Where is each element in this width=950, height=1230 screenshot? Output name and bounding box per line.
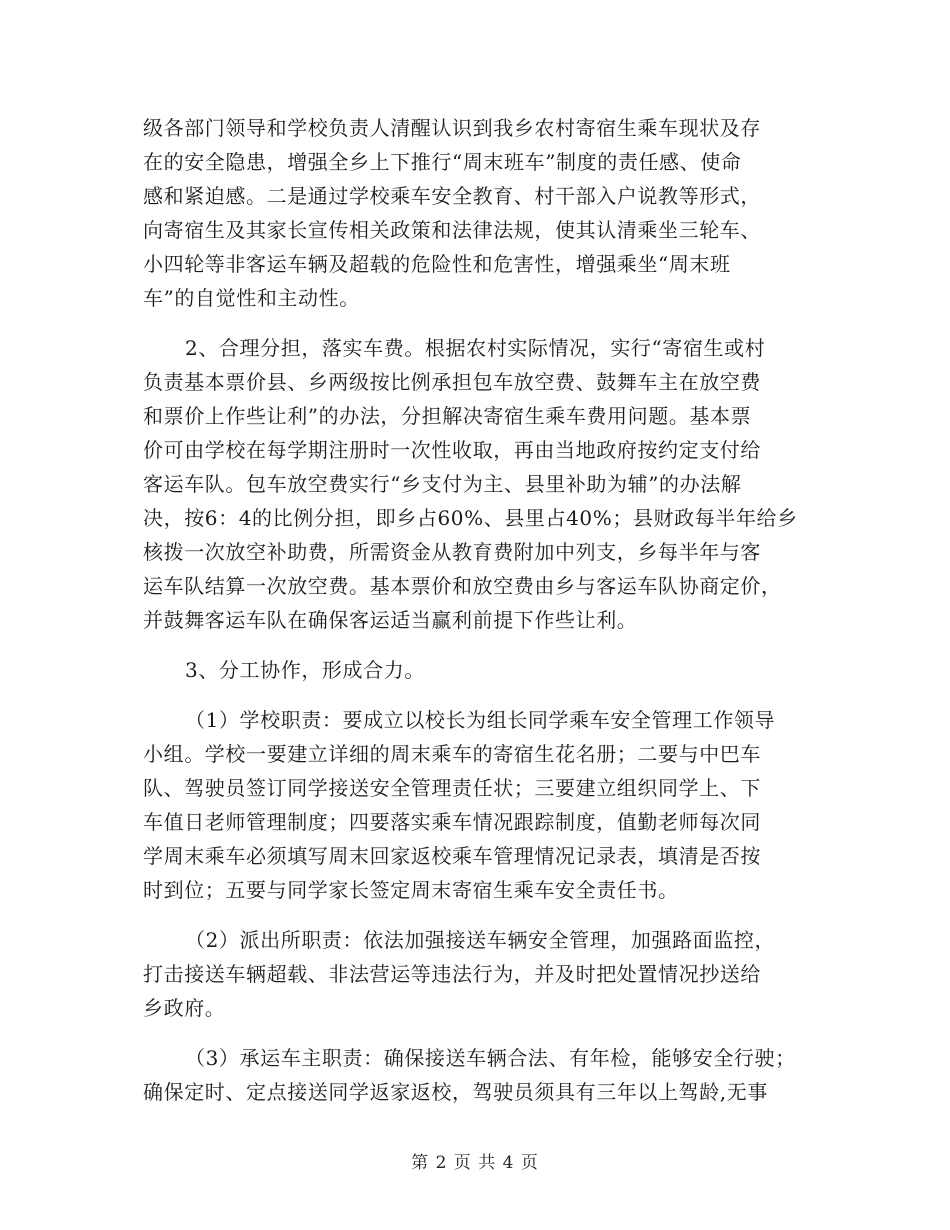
page-footer: 第 2 页 共 4 页 xyxy=(411,1153,539,1173)
text-line: 小四轮等非客运车辆及超载的危险性和危害性，增强乘坐“周末班 xyxy=(143,252,731,276)
text-line: 向寄宿生及其家长宣传相关政策和法律法规，使其认清乘坐三轮车、 xyxy=(143,218,761,242)
text-line: 车值日老师管理制度；四要落实乘车情况跟踪制度，值勤老师每次同 xyxy=(143,810,761,834)
text-line: 车”的自觉性和主动性。 xyxy=(143,286,360,310)
text-line: （1）学校职责：要成立以校长为组长同学乘车安全管理工作领导 xyxy=(185,708,776,732)
text-line: 在的安全隐患，增强全乡上下推行“周末班车”制度的责任感、使命 xyxy=(143,150,742,174)
text-line: 学周末乘车必须填写周末回家返校乘车管理情况记录表，填清是否按 xyxy=(143,844,761,868)
text-line: （3）承运车主职责：确保接送车辆合法、有年检，能够安全行驶； xyxy=(185,1046,796,1070)
text-line: 级各部门领导和学校负责人清醒认识到我乡农村寄宿生乘车现状及存 xyxy=(143,116,761,140)
text-line: 和票价上作些让利”的办法，分担解决寄宿生乘车费用问题。基本票 xyxy=(143,404,752,428)
text-line: 客运车队。包车放空费实行“乡支付为主、县里补助为辅”的办法解 xyxy=(143,472,742,496)
text-line: 负责基本票价县、乡两级按比例承担包车放空费、鼓舞车主在放空费 xyxy=(143,370,761,394)
text-line: 小组。学校一要建立详细的周末乘车的寄宿生花名册；二要与中巴车 xyxy=(143,742,761,766)
text-line: 乡政府。 xyxy=(143,996,226,1020)
text-line: 运车队结算一次放空费。基本票价和放空费由乡与客运车队协商定价， xyxy=(143,574,782,598)
text-line: 3、分工协作，形成合力。 xyxy=(185,658,425,682)
text-line: 并鼓舞客运车队在确保客运适当赢利前提下作些让利。 xyxy=(143,608,638,632)
text-line: 决，按6：4的比例分担，即乡占60%、县里占40%；县财政每半年给乡 xyxy=(143,506,798,530)
text-line: 时到位；五要与同学家长签定周末寄宿生乘车安全责任书。 xyxy=(143,878,679,902)
text-line: 队、驾驶员签订同学接送安全管理责任状；三要建立组织同学上、下 xyxy=(143,776,761,800)
text-line: 确保定时、定点接送同学返家返校，驾驶员须具有三年以上驾龄,无事 xyxy=(143,1080,768,1104)
text-line: 2、合理分担，落实车费。根据农村实际情况，实行“寄宿生或村 xyxy=(185,336,766,360)
text-line: 价可由学校在每学期注册时一次性收取，再由当地政府按约定支付给 xyxy=(143,438,761,462)
text-line: 感和紧迫感。二是通过学校乘车安全教育、村干部入户说教等形式， xyxy=(143,184,761,208)
text-line: 打击接送车辆超载、非法营运等违法行为，并及时把处置情况抄送给 xyxy=(143,962,761,986)
text-line: （2）派出所职责：依法加强接送车辆安全管理，加强路面监控， xyxy=(185,928,776,952)
text-line: 核拨一次放空补助费，所需资金从教育费附加中列支，乡每半年与客 xyxy=(143,540,761,564)
